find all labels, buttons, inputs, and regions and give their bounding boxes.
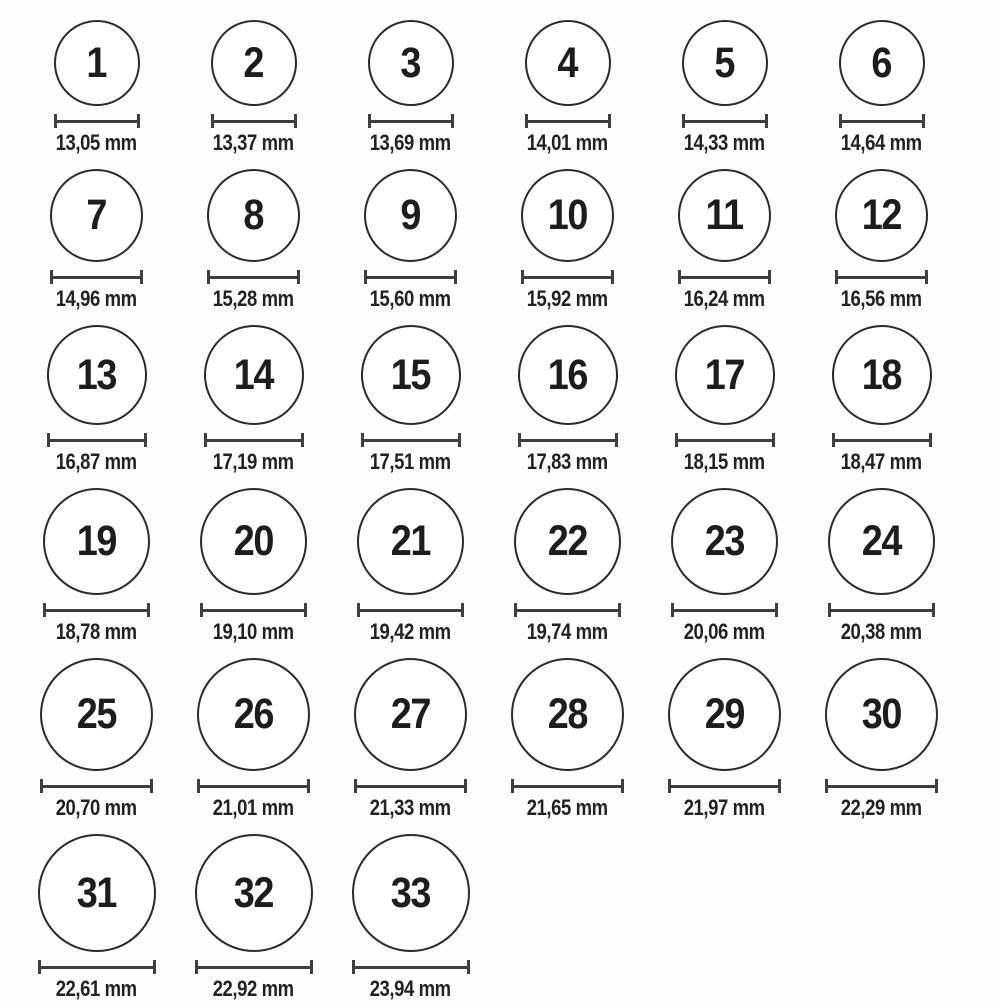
diameter-measure-line xyxy=(675,433,775,447)
diameter-measure-line xyxy=(50,270,143,284)
measure-bar xyxy=(207,276,300,279)
measure-bar xyxy=(354,785,467,788)
diameter-label: 18,47 mm xyxy=(841,449,922,474)
size-circle xyxy=(200,488,307,595)
size-number: 4 xyxy=(557,38,578,87)
measure-end-tick xyxy=(294,114,297,128)
diameter-label: 14,96 mm xyxy=(56,286,137,311)
ring-size-cell xyxy=(175,658,332,819)
measure-bar xyxy=(368,120,454,123)
measure-bar xyxy=(38,966,156,969)
size-number: 25 xyxy=(76,690,117,738)
ring-size-cell xyxy=(646,658,803,819)
diameter-label: 14,64 mm xyxy=(841,130,922,155)
measure-bar xyxy=(47,439,147,442)
size-circle xyxy=(835,169,928,262)
size-number: 7 xyxy=(86,191,107,239)
size-row xyxy=(18,488,1000,643)
size-circle xyxy=(354,658,467,771)
diameter-measure-line xyxy=(38,960,156,974)
diameter-label: 18,15 mm xyxy=(684,449,765,474)
size-circle xyxy=(54,20,140,106)
size-number: 2 xyxy=(243,38,264,87)
diameter-measure-line xyxy=(368,114,454,128)
size-circle xyxy=(40,658,153,771)
size-row xyxy=(18,834,1000,1000)
diameter-measure-line xyxy=(361,433,461,447)
diameter-label: 23,94 mm xyxy=(370,976,451,1001)
ring-size-cell xyxy=(803,169,960,310)
ring-size-cell xyxy=(175,834,332,1000)
size-number: 9 xyxy=(400,191,421,239)
measure-bar xyxy=(671,609,778,612)
diameter-label: 14,01 mm xyxy=(527,130,608,155)
size-number: 1 xyxy=(86,38,107,87)
diameter-label: 13,69 mm xyxy=(370,130,451,155)
measure-bar xyxy=(200,609,307,612)
size-circle xyxy=(211,20,297,106)
size-number: 26 xyxy=(233,690,274,738)
diameter-measure-line xyxy=(40,779,153,793)
diameter-label: 16,24 mm xyxy=(684,286,765,311)
diameter-label: 14,33 mm xyxy=(684,130,765,155)
measure-end-tick xyxy=(765,114,768,128)
ring-size-cell xyxy=(18,488,175,643)
ring-size-cell xyxy=(18,834,175,1000)
diameter-label: 19,42 mm xyxy=(370,619,451,644)
measure-end-tick xyxy=(925,270,928,284)
diameter-measure-line xyxy=(835,270,928,284)
measure-end-tick xyxy=(301,433,304,447)
ring-size-cell xyxy=(803,488,960,643)
ring-size-cell xyxy=(332,325,489,473)
ring-size-cell xyxy=(332,488,489,643)
measure-end-tick xyxy=(454,270,457,284)
ring-size-cell xyxy=(646,488,803,643)
measure-bar xyxy=(668,785,781,788)
size-number: 32 xyxy=(233,868,274,917)
diameter-measure-line xyxy=(354,779,467,793)
size-number: 19 xyxy=(76,517,117,565)
diameter-measure-line xyxy=(364,270,457,284)
size-circle xyxy=(50,169,143,262)
diameter-measure-line xyxy=(43,603,150,617)
measure-end-tick xyxy=(451,114,454,128)
diameter-label: 21,01 mm xyxy=(213,795,294,820)
diameter-label: 22,92 mm xyxy=(213,976,294,1001)
size-circle xyxy=(518,325,618,425)
measure-end-tick xyxy=(775,603,778,617)
measure-end-tick xyxy=(147,603,150,617)
measure-end-tick xyxy=(461,603,464,617)
size-circle xyxy=(521,169,614,262)
diameter-label: 17,83 mm xyxy=(527,449,608,474)
measure-end-tick xyxy=(621,779,624,793)
measure-end-tick xyxy=(140,270,143,284)
diameter-label: 17,51 mm xyxy=(370,449,451,474)
size-circle xyxy=(832,325,932,425)
diameter-measure-line xyxy=(211,114,297,128)
size-circle xyxy=(678,169,771,262)
size-number: 29 xyxy=(704,690,745,738)
measure-bar xyxy=(361,439,461,442)
size-number: 16 xyxy=(547,350,588,399)
measure-bar xyxy=(832,439,932,442)
measure-bar xyxy=(50,276,143,279)
size-row xyxy=(18,169,1000,310)
diameter-label: 20,06 mm xyxy=(684,619,765,644)
size-circle xyxy=(514,488,621,595)
size-row xyxy=(18,658,1000,819)
size-number: 6 xyxy=(871,38,892,87)
size-circle xyxy=(47,325,147,425)
size-circle xyxy=(668,658,781,771)
diameter-label: 17,19 mm xyxy=(213,449,294,474)
measure-bar xyxy=(828,609,935,612)
diameter-label: 15,28 mm xyxy=(213,286,294,311)
ring-size-cell xyxy=(803,325,960,473)
size-number: 23 xyxy=(704,517,745,565)
measure-end-tick xyxy=(150,779,153,793)
size-number: 33 xyxy=(390,868,431,917)
ring-size-cell xyxy=(175,325,332,473)
measure-end-tick xyxy=(778,779,781,793)
diameter-label: 20,38 mm xyxy=(841,619,922,644)
diameter-measure-line xyxy=(839,114,925,128)
measure-bar xyxy=(204,439,304,442)
size-circle xyxy=(197,658,310,771)
size-number: 8 xyxy=(243,191,264,239)
diameter-measure-line xyxy=(678,270,771,284)
diameter-label: 16,56 mm xyxy=(841,286,922,311)
ring-size-cell xyxy=(646,325,803,473)
size-circle xyxy=(357,488,464,595)
diameter-measure-line xyxy=(357,603,464,617)
diameter-measure-line xyxy=(511,779,624,793)
ring-size-cell xyxy=(332,834,489,1000)
measure-end-tick xyxy=(458,433,461,447)
diameter-measure-line xyxy=(200,603,307,617)
diameter-measure-line xyxy=(828,603,935,617)
size-number: 28 xyxy=(547,690,588,738)
measure-bar xyxy=(511,785,624,788)
diameter-label: 16,87 mm xyxy=(56,449,137,474)
size-row xyxy=(18,325,1000,473)
diameter-measure-line xyxy=(825,779,938,793)
measure-end-tick xyxy=(304,603,307,617)
size-circle xyxy=(828,488,935,595)
size-number: 11 xyxy=(705,191,744,239)
size-circle xyxy=(204,325,304,425)
size-number: 5 xyxy=(714,38,735,87)
size-circle xyxy=(839,20,925,106)
measure-bar xyxy=(678,276,771,279)
diameter-measure-line xyxy=(204,433,304,447)
diameter-label: 22,61 mm xyxy=(56,976,137,1001)
measure-end-tick xyxy=(922,114,925,128)
diameter-measure-line xyxy=(518,433,618,447)
size-number: 13 xyxy=(76,350,117,399)
diameter-label: 21,33 mm xyxy=(370,795,451,820)
diameter-label: 21,97 mm xyxy=(684,795,765,820)
ring-size-cell xyxy=(803,658,960,819)
diameter-label: 13,05 mm xyxy=(56,130,137,155)
ring-size-cell xyxy=(18,20,175,154)
size-circle xyxy=(525,20,611,106)
ring-size-cell xyxy=(489,658,646,819)
size-number: 17 xyxy=(704,350,745,399)
diameter-label: 15,92 mm xyxy=(527,286,608,311)
diameter-measure-line xyxy=(207,270,300,284)
measure-bar xyxy=(525,120,611,123)
measure-end-tick xyxy=(618,603,621,617)
measure-bar xyxy=(40,785,153,788)
ring-size-cell xyxy=(175,488,332,643)
ring-size-cell xyxy=(646,169,803,310)
size-number: 24 xyxy=(861,517,902,565)
measure-end-tick xyxy=(772,433,775,447)
size-number: 15 xyxy=(390,350,431,399)
measure-bar xyxy=(521,276,614,279)
measure-end-tick xyxy=(768,270,771,284)
ring-size-cell xyxy=(489,20,646,154)
size-circle xyxy=(671,488,778,595)
measure-end-tick xyxy=(307,779,310,793)
diameter-label: 18,78 mm xyxy=(56,619,137,644)
ring-size-cell xyxy=(332,20,489,154)
ring-size-cell xyxy=(489,488,646,643)
diameter-measure-line xyxy=(832,433,932,447)
measure-bar xyxy=(43,609,150,612)
measure-end-tick xyxy=(144,433,147,447)
measure-end-tick xyxy=(611,270,614,284)
ring-size-cell xyxy=(175,169,332,310)
size-row xyxy=(18,20,1000,154)
diameter-measure-line xyxy=(195,960,313,974)
diameter-label: 21,65 mm xyxy=(527,795,608,820)
measure-bar xyxy=(839,120,925,123)
size-circle xyxy=(675,325,775,425)
measure-end-tick xyxy=(153,960,156,974)
ring-size-cell xyxy=(332,658,489,819)
measure-bar xyxy=(352,966,470,969)
size-number: 21 xyxy=(390,517,431,565)
diameter-measure-line xyxy=(682,114,768,128)
measure-bar xyxy=(514,609,621,612)
ring-size-cell xyxy=(489,325,646,473)
size-number: 27 xyxy=(390,690,431,738)
diameter-label: 15,60 mm xyxy=(370,286,451,311)
size-circle xyxy=(364,169,457,262)
measure-bar xyxy=(682,120,768,123)
measure-end-tick xyxy=(608,114,611,128)
diameter-label: 20,70 mm xyxy=(56,795,137,820)
diameter-label: 22,29 mm xyxy=(841,795,922,820)
size-number: 14 xyxy=(233,350,274,399)
size-circle xyxy=(511,658,624,771)
measure-bar xyxy=(364,276,457,279)
measure-bar xyxy=(835,276,928,279)
size-circle xyxy=(368,20,454,106)
measure-end-tick xyxy=(615,433,618,447)
diameter-measure-line xyxy=(671,603,778,617)
ring-size-cell xyxy=(803,20,960,154)
ring-size-cell xyxy=(175,20,332,154)
size-circle xyxy=(682,20,768,106)
size-circle xyxy=(38,834,156,952)
measure-bar xyxy=(518,439,618,442)
ring-size-cell xyxy=(18,325,175,473)
size-number: 12 xyxy=(861,191,902,239)
size-number: 31 xyxy=(76,868,117,917)
ring-size-cell xyxy=(332,169,489,310)
size-circle xyxy=(195,834,313,952)
measure-end-tick xyxy=(310,960,313,974)
diameter-label: 13,37 mm xyxy=(213,130,294,155)
ring-size-cell xyxy=(18,658,175,819)
measure-end-tick xyxy=(297,270,300,284)
diameter-measure-line xyxy=(54,114,140,128)
size-number: 22 xyxy=(547,517,588,565)
size-circle xyxy=(825,658,938,771)
size-number: 30 xyxy=(861,690,902,738)
measure-bar xyxy=(675,439,775,442)
measure-bar xyxy=(357,609,464,612)
measure-bar xyxy=(211,120,297,123)
size-number: 10 xyxy=(547,191,588,239)
measure-bar xyxy=(54,120,140,123)
diameter-measure-line xyxy=(514,603,621,617)
size-number: 18 xyxy=(861,350,902,399)
size-circle xyxy=(352,834,470,952)
ring-size-cell xyxy=(646,20,803,154)
measure-end-tick xyxy=(137,114,140,128)
measure-bar xyxy=(197,785,310,788)
diameter-measure-line xyxy=(521,270,614,284)
size-number: 20 xyxy=(233,517,274,565)
measure-bar xyxy=(825,785,938,788)
measure-end-tick xyxy=(464,779,467,793)
measure-end-tick xyxy=(932,603,935,617)
diameter-measure-line xyxy=(525,114,611,128)
diameter-measure-line xyxy=(197,779,310,793)
ring-size-cell xyxy=(489,169,646,310)
diameter-measure-line xyxy=(47,433,147,447)
size-circle xyxy=(207,169,300,262)
diameter-label: 19,10 mm xyxy=(213,619,294,644)
size-circle xyxy=(43,488,150,595)
diameter-measure-line xyxy=(352,960,470,974)
measure-end-tick xyxy=(467,960,470,974)
measure-bar xyxy=(195,966,313,969)
diameter-label: 19,74 mm xyxy=(527,619,608,644)
diameter-measure-line xyxy=(668,779,781,793)
size-circle xyxy=(361,325,461,425)
size-number: 3 xyxy=(400,38,421,87)
measure-end-tick xyxy=(935,779,938,793)
ring-size-cell xyxy=(18,169,175,310)
measure-end-tick xyxy=(929,433,932,447)
